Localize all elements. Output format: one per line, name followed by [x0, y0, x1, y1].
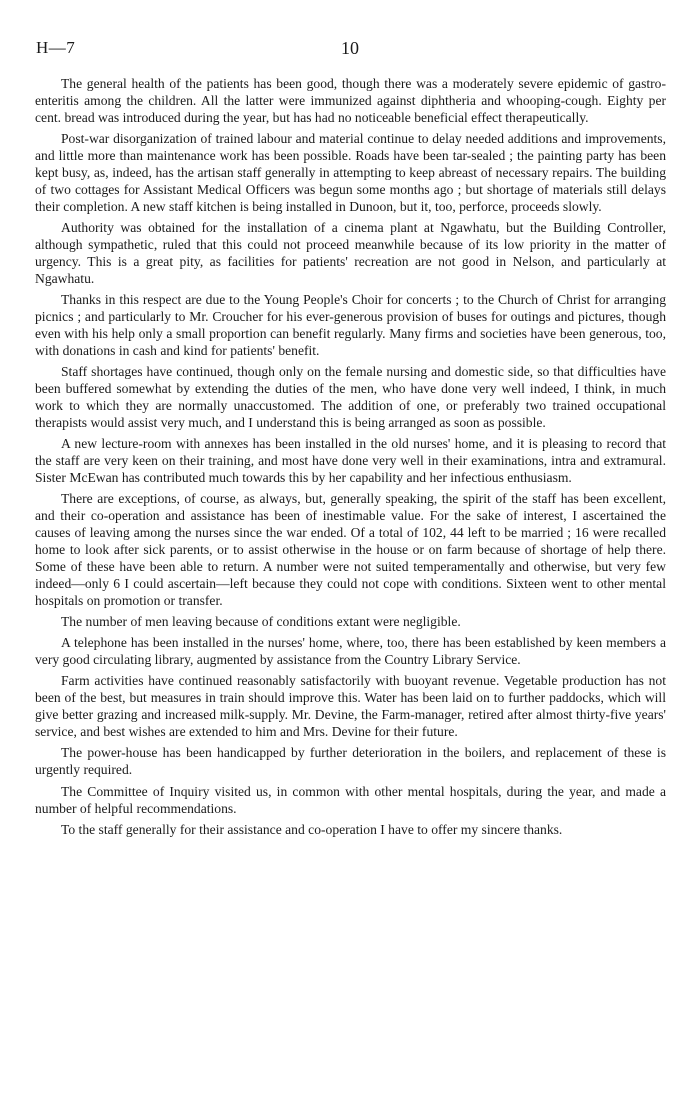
- paragraph-thanks-recreation: Thanks in this respect are due to the Young People's Choir for concerts ; to the Church of Christ for arranging picnics ; and particularly to Mr. Croucher for his ever-generous provision of buses for outings and pictures, though even with his help only a small proportion can benefit regularly. Many firms and societies have been generous, too, with donations in cash and kind for patients' benefit.: [35, 292, 666, 358]
- paragraph-committee-inquiry: The Committee of Inquiry visited us, in common with other mental hospitals, during the year, and made a number of helpful recommendations.: [35, 783, 666, 816]
- paragraph-cinema-plant: Authority was obtained for the installation of a cinema plant at Ngawhatu, but the Building Controller, although sympathetic, ruled that this could not proceed meanwhile because of its low priority in the matter of urgency. This is a great pity, as facilities for patients' recreation are not good in Nelson, and particularly at Ngawhatu.: [35, 220, 666, 286]
- paragraph-staff-spirit: There are exceptions, of course, as always, but, generally speaking, the spirit of the staff has been excellent, and their co-operation and assistance has been of inestimable value. For the sake of interest, I ascertained the causes of leaving among the nurses since the war ended. Of a total of 102, 44 left to be married ; 16 were recalled home to look after sick parents, or to assist otherwise in the house or on farm because of shortage of help there. Some of these have been able to return. A number were not suited temperamentally and otherwise, but very few indeed—only 6 I could ascertain—left because they could not cope with conditions. Sixteen went to other mental hospitals on promotion or transfer.: [35, 491, 666, 608]
- paragraph-men-leaving: The number of men leaving because of conditions extant were negligible.: [61, 613, 461, 629]
- page-number: 10: [341, 38, 359, 58]
- paragraph-post-war-works: Post-war disorganization of trained labour and material continue to delay needed additions and improvements, and little more than maintenance work has been possible. Roads have been tar-sealed ; the painting party has been kept busy, as, indeed, has the artisan staff generally in attempting to keep abreast of necessary repairs. The building of two cottages for Assistant Medical Officers was begun some months ago ; but shortage of materials still delays their completion. A new staff kitchen is being installed in Dunoon, but it, too, perforce, proceeds slowly.: [35, 131, 666, 214]
- paragraph-farm-activities: Farm activities have continued reasonably satisfactorily with buoyant revenue. Vegetable production has not been of the best, but measures in train should improve this. Water has been laid on to further paddocks, which will give better grazing and increased milk-supply. Mr. Devine, the Farm-manager, retired after almost thirty-five years' service, and best wishes are extended to him and Mrs. Devine for their future.: [35, 673, 666, 740]
- paragraph-power-house: The power-house has been handicapped by further deterioration in the boilers, and replacement of these is urgently required.: [35, 745, 666, 778]
- paragraph-staff-shortages: Staff shortages have continued, though only on the female nursing and domestic side, so that difficulties have been buffered somewhat by extending the duties of the men, who have done very well indeed, I think, in much work to which they are normally unaccustomed. The addition of one, or preferably two trained occupational therapists would assist very much, and I understand this is being arranged as soon as possible.: [35, 364, 666, 430]
- paragraph-lecture-room: A new lecture-room with annexes has been installed in the old nurses' home, and it is pleasing to record that the staff are very keen on their training, and most have done very well in their examinations, intra and extramural. Sister McEwan has contributed much towards this by her capability and her infectious enthusiasm.: [35, 436, 666, 485]
- document-reference: H—7: [36, 38, 76, 57]
- paragraph-telephone-library: A telephone has been installed in the nurses' home, where, too, there has been established by keen members a very good circulating library, augmented by assistance from the Country Library Service.: [35, 635, 666, 668]
- page-header: [36, 38, 664, 62]
- report-body: [35, 76, 666, 843]
- paragraph-health: The general health of the patients has been good, though there was a moderately severe epidemic of gastro-enteritis among the children. All the latter were immunized against diphtheria and whooping-cough. Eighty per cent. bread was introduced during the year, but has had no noticeable beneficial effect therapeutically.: [35, 76, 666, 125]
- paragraph-closing-thanks: To the staff generally for their assistance and co-operation I have to offer my sincere thanks.: [61, 821, 563, 837]
